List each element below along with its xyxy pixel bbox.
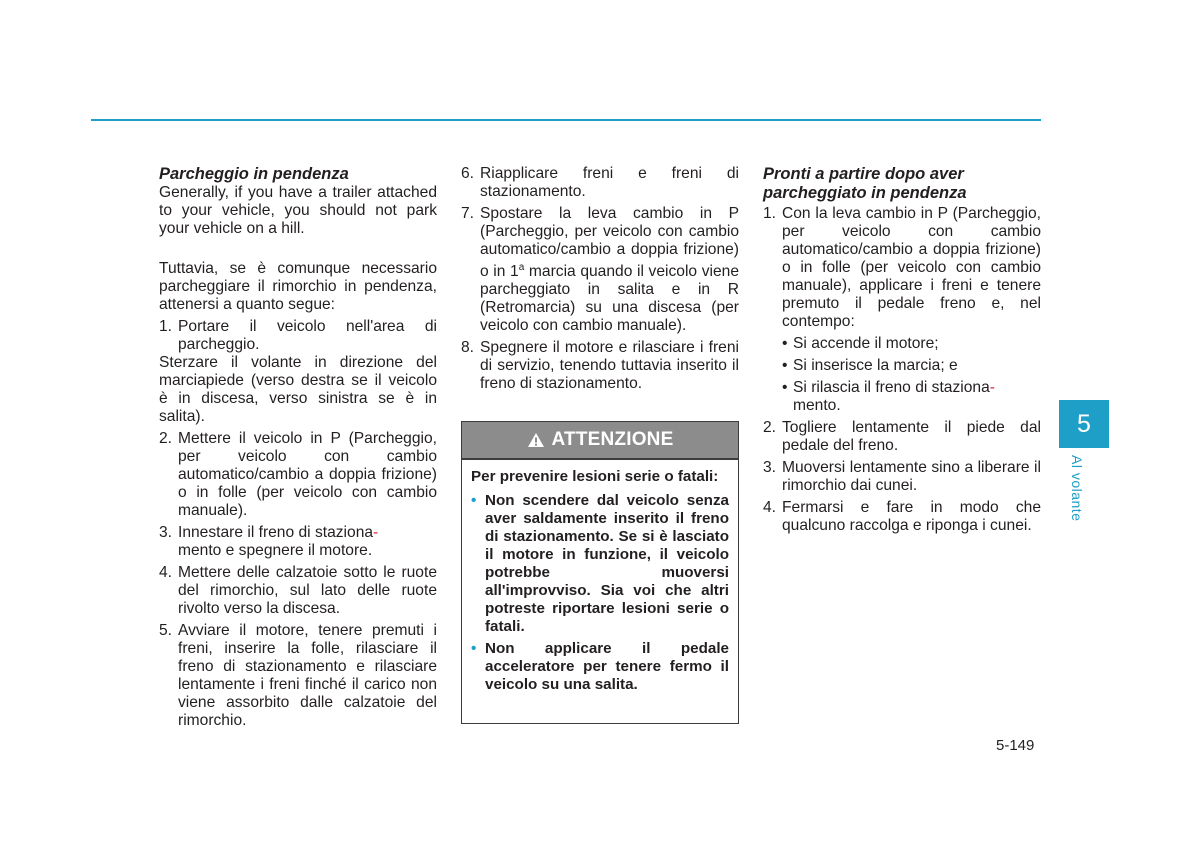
left-column: [159, 165, 437, 730]
list-sub-paragraph: Sterzare il volante in direzione del marciapiede (verso destra se il veicolo è in discesa, verso sinistra se è in salita).: [159, 353, 437, 425]
list-item: 8. Spegnere il motore e rilasciare i freni di servizio, tenendo tuttavia inserito il freno di stazionamento.: [461, 339, 739, 393]
chapter-title: Al volante: [1069, 455, 1085, 522]
section-heading-ready-to-go: Pronti a partire dopo aver parcheggiato in pendenza: [763, 165, 967, 202]
paragraph-intro: Generally, if you have a trailer attached to your vehicle, you should not park your vehicle on a hill.: [159, 183, 437, 237]
header-rule: [91, 119, 1041, 121]
list-item: 5. Avviare il motore, tenere premuti i freni, inserire la folle, rilasciare il freno di stazionamento e rilasciare lentamente i freni finché il carico non viene assorbito dalle calzatoie del rimorchio.: [159, 621, 437, 729]
warning-header: [462, 422, 738, 458]
list-bullet: • Si rilascia il freno di staziona- mento.: [782, 379, 995, 414]
list-item: 1. Portare il veicolo nell'area di parcheggio.: [159, 317, 437, 353]
bullet-icon: •: [782, 379, 788, 396]
bullet-icon: •: [782, 357, 788, 374]
list-item: 2. Mettere il veicolo in P (Parcheggio, per veicolo con cambio automatico/cambio a doppia frizione) o in folle (per veicolo con cambio manuale).: [159, 429, 437, 519]
list-item: 2. Togliere lentamente il piede dal pedale del freno.: [763, 419, 1041, 454]
warning-intro: Per prevenire lesioni serie o fatali:: [471, 468, 719, 485]
list-item: 1. Con la leva cambio in P (Parcheggio, per veicolo con cambio automatico/cambio a doppia frizione) o in folle (per veicolo con cambio manuale), applicare i freni e tenere premuto il pedale freno e, nel contempo:: [763, 205, 1041, 330]
warning-bullet: • Non scendere dal veicolo senza aver saldamente inserito il freno di stazionamento. Se si è lasciato il motore in funzione, il veicolo potrebbe muoversi all'improvviso. Sia voi che altri potreste riportare lesioni serie o fatali.: [471, 492, 729, 635]
list-item: 4. Mettere delle calzatoie sotto le ruote del rimorchio, sul lato delle ruote rivolto verso la discesa.: [159, 563, 437, 617]
chapter-tab: 5: [1059, 400, 1109, 448]
warning-triangle-icon: [527, 432, 545, 448]
paragraph-intro2: Tuttavia, se è comunque necessario parcheggiare il rimorchio in pendenza, attenersi a quanto segue:: [159, 259, 437, 313]
list-bullet: • Si inserisce la marcia; e: [782, 357, 958, 374]
list-item: 4. Fermarsi e fare in modo che qualcuno raccolga e riponga i cunei.: [763, 499, 1041, 534]
middle-column: [461, 165, 739, 393]
list-item: 3. Innestare il freno di staziona- mento e spegnere il motore.: [159, 523, 379, 559]
warning-body: [462, 460, 738, 694]
warning-box: [461, 421, 739, 724]
warning-bullet: • Non applicare il pedale acceleratore per tenere fermo il veicolo su una salita.: [471, 640, 729, 693]
bullet-icon: •: [471, 640, 477, 657]
list-item: 7. Spostare la leva cambio in P (Parcheggio, per veicolo con cambio automatico/cambio a doppia frizione) o in 1$^a$ marcia quando il veicolo viene parcheggiato in salita e in R (Retromarcia) su una discesa (per veicolo con cambio manuale).: [461, 205, 739, 335]
warning-title: ATTENZIONE: [551, 429, 674, 450]
bullet-icon: •: [471, 492, 477, 509]
bullet-icon: •: [782, 335, 788, 352]
list-item: 6. Riapplicare freni e freni di stazionamento.: [461, 165, 739, 200]
list-item: 3. Muoversi lentamente sino a liberare il rimorchio dai cunei.: [763, 459, 1041, 494]
list-bullet: • Si accende il motore;: [782, 335, 939, 352]
page-number: 5-149: [996, 737, 1035, 754]
right-column: [763, 165, 1041, 535]
section-heading-parking-on-slope: Parcheggio in pendenza: [159, 165, 349, 183]
